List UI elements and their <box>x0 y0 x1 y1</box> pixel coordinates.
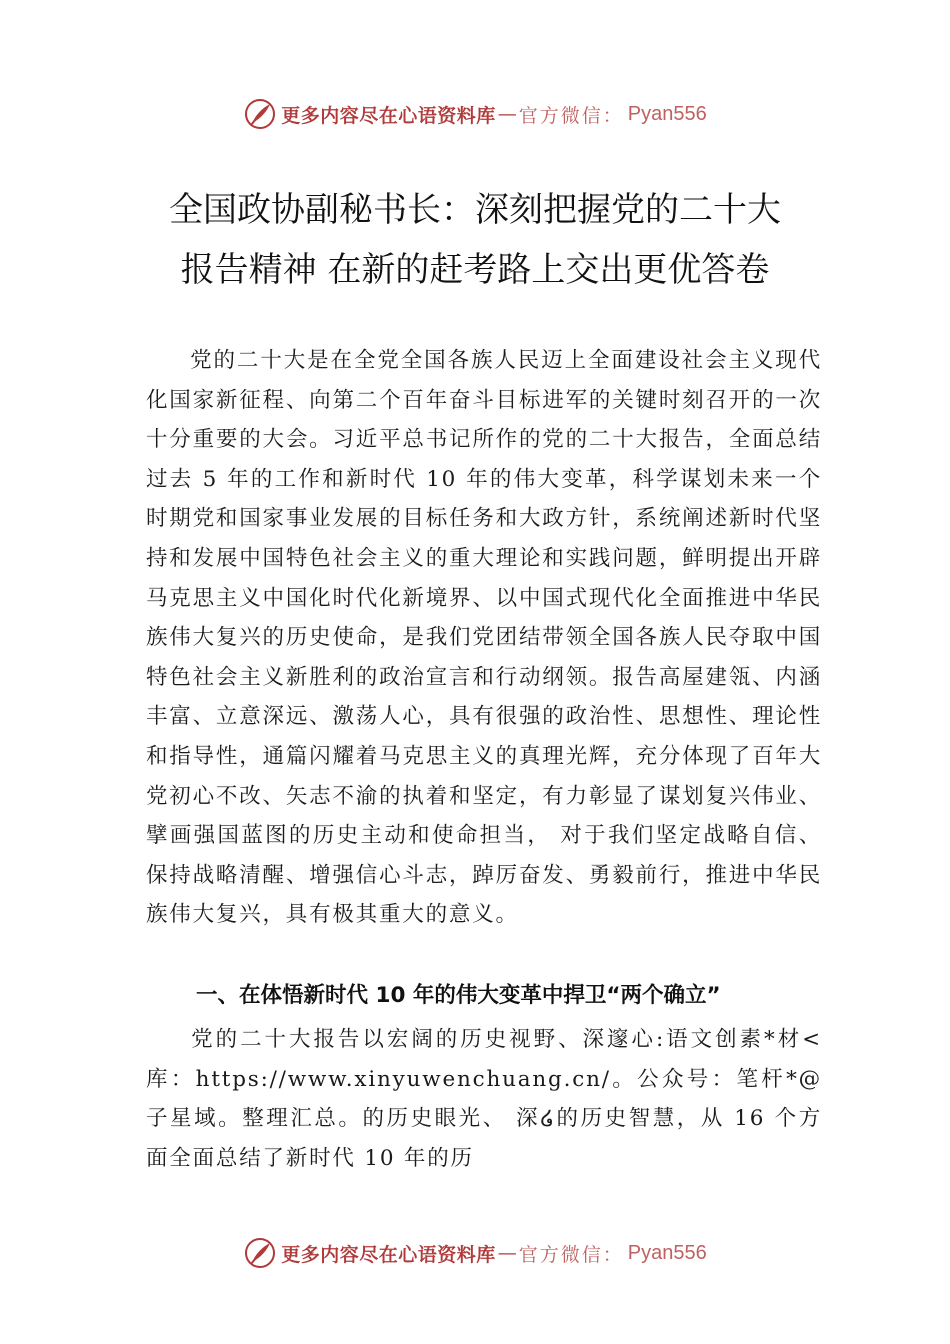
banner-text: 更多内容尽在心语资料库 <box>281 1243 496 1266</box>
banner-wechat-label: 官方微信： <box>518 104 624 127</box>
banner-wechat-label: 官方微信： <box>518 1243 624 1266</box>
body-paragraph-2 <box>146 1020 822 1178</box>
bottom-watermark-banner <box>0 1233 950 1273</box>
top-watermark-banner <box>0 94 950 134</box>
paragraph-1-text: 党的二十大是在全党全国各族人民迈上全面建设社会主义现代化国家新征程、向第二个百年奋斗目标进军的关键时刻召开的一次十分重要的大会。习近平总书记所作的党的二十大报告，全面总结过去 5 年的工作和新时代 10 年的伟大变革，科学谋划未来一个时期党和国家事业发展的目标任务和大政方针，系统阐述新时代坚持和发展中国特色社会主义的重大理论和实践问题，鲜明提出开辟马克思主义中国化时代化新境界、以中国式现代化全面推进中华民族伟大复兴的历史使命，是我们党团结带领全国各族人民夺取中国特色社会主义新胜利的政治宣言和行动纲领。报告高屋建瓴、内涵丰富、立意深远、激荡人心，具有很强的政治性、思想性、理论性和指导性，通篇闪耀着马克思主义的真理光辉，充分体现了百年大党初心不改、矢志不渝的执着和坚定，有力彰显了谋划复兴伟业、擘画强国蓝图的历史主动和使命担当， 对于我们坚定战略自信、保持战略清醒、增强信心斗志，踔厉奋发、勇毅前行，推进中华民族伟大复兴，具有极其重大的意义。 <box>146 348 822 928</box>
banner-wechat-id: Pyan556 <box>627 1241 707 1264</box>
banner-wechat-id: Pyan556 <box>627 102 707 125</box>
banner-separator: — <box>497 1242 517 1264</box>
body-paragraph-1 <box>146 341 822 935</box>
quill-pen-logo-icon <box>243 1236 277 1270</box>
banner-separator: — <box>497 103 517 125</box>
quill-pen-logo-icon <box>243 97 277 131</box>
paragraph-2-text: 党的二十大报告以宏阔的历史视野、深邃心:语文创素*材<库：https://www.xinyuwenchuang.cn/。公众号：笔杆*@子星域。整理汇总。的历史眼光、 深໒的历史智慧，从 16 个方面全面总结了新时代 10 年的历 <box>146 1027 822 1171</box>
document-title-line-2: 报告精神 在新的赶考路上交出更优答卷 <box>180 250 770 290</box>
section-heading-1: 一、在体悟新时代 10 年的伟大变革中捍卫“两个确立” <box>196 983 721 1008</box>
banner-text: 更多内容尽在心语资料库 <box>281 104 496 127</box>
document-title-line-1: 全国政协副秘书长：深刻把握党的二十大 <box>169 190 781 230</box>
